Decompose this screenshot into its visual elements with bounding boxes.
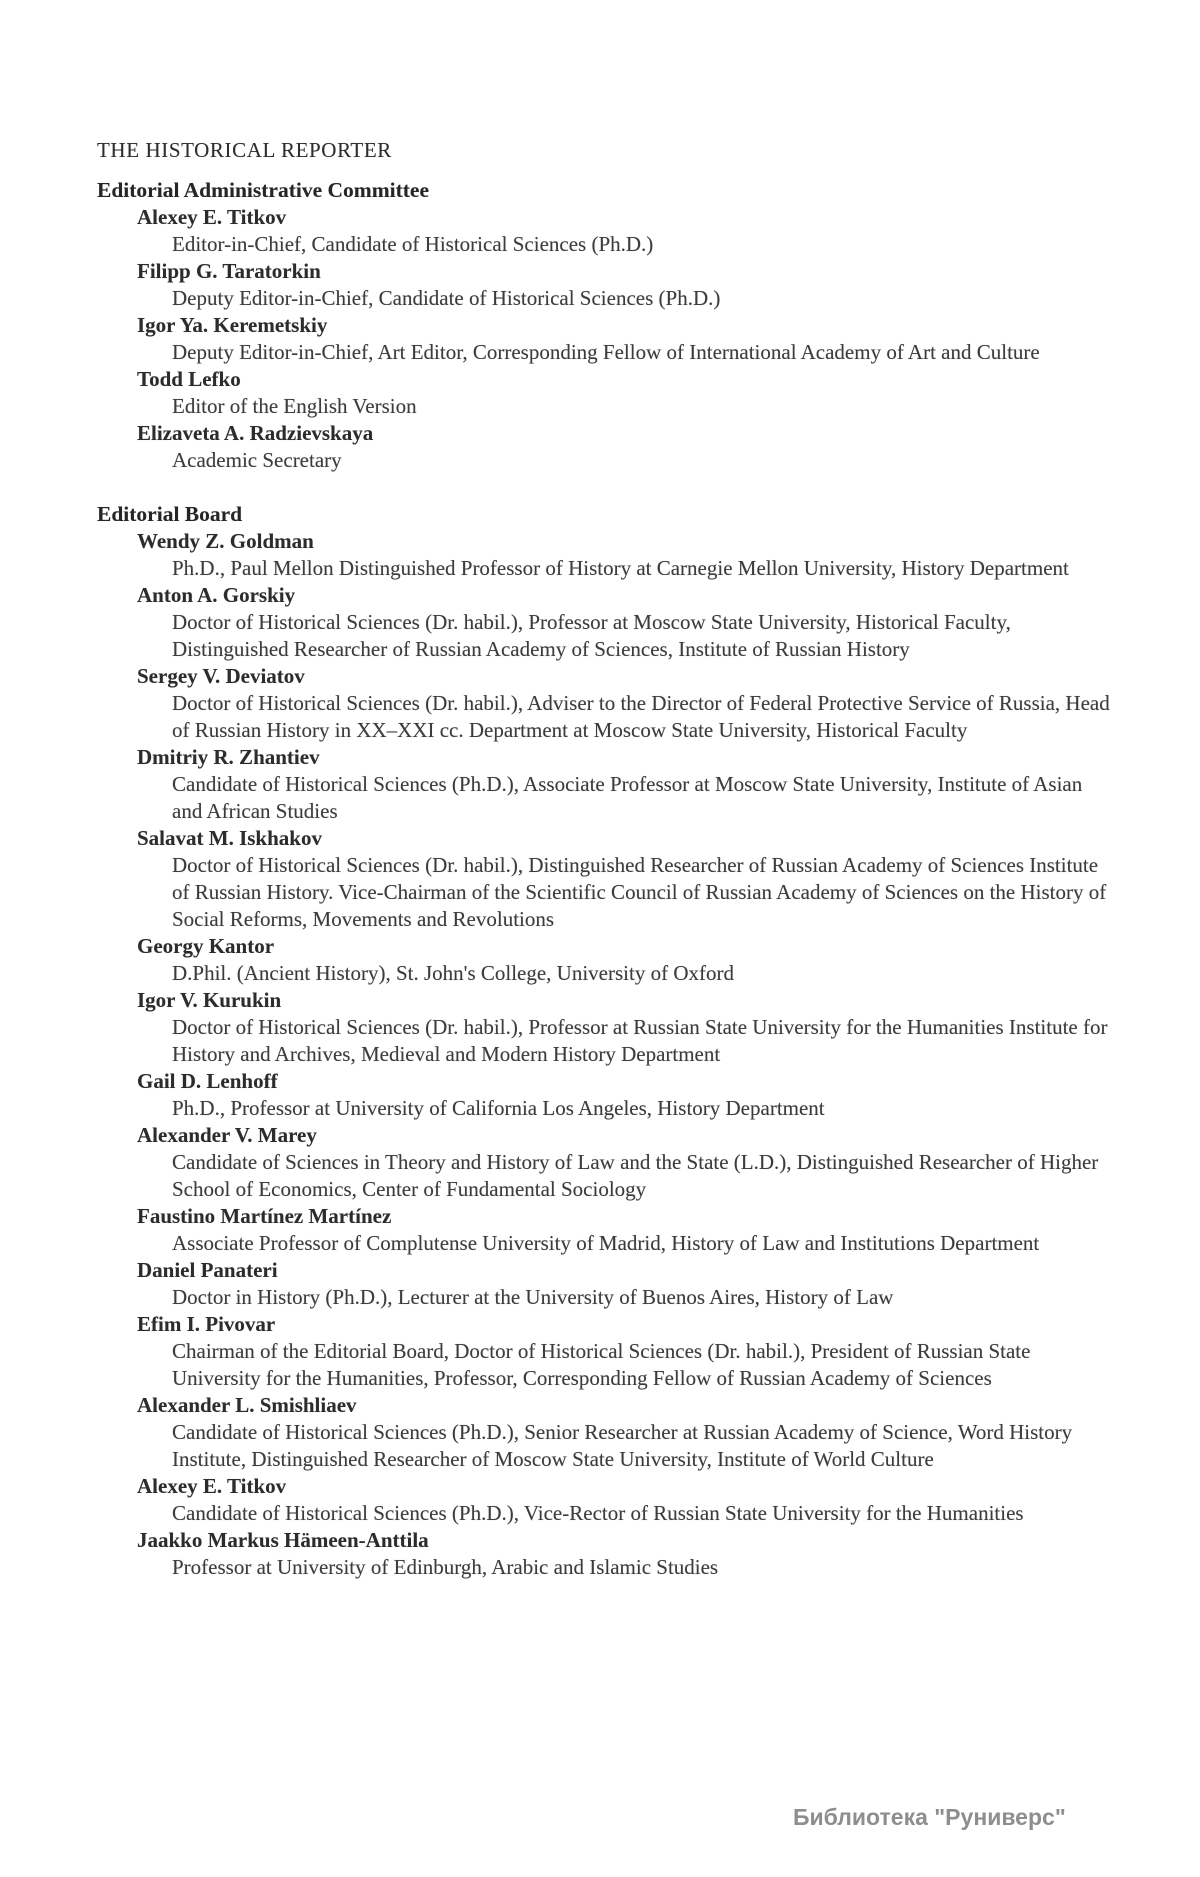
library-watermark: Библиотека "Руниверс" <box>793 1804 1066 1830</box>
member-name: Elizaveta A. Radzievskaya <box>137 421 374 445</box>
member-name: Alexander L. Smishliaev <box>137 1393 357 1417</box>
member-role: Professor at University of Edinburgh, Arabic and Islamic Studies <box>172 1555 719 1579</box>
member-role: Ph.D., Professor at University of California Los Angeles, History Department <box>172 1096 825 1120</box>
member-name: Efim I. Pivovar <box>137 1312 276 1336</box>
member-role: Candidate of Historical Sciences (Ph.D.), Vice-Rector of Russian State University for the Humanities <box>172 1501 1024 1525</box>
member-role: Doctor of Historical Sciences (Dr. habil.), Distinguished Researcher of Russian Academy of Sciences Institute of Russian History. Vice-Chairman of the Scientific Council of Russian Academy of Sciences on the History of Social Reforms, Movements and Revolutions <box>172 853 1107 931</box>
member-role: Candidate of Historical Sciences (Ph.D.), Senior Researcher at Russian Academy of Science, Word History Institute, Distinguished Researcher of Moscow State University, Institute of World Culture <box>172 1420 1073 1471</box>
member-name: Alexey E. Titkov <box>137 1474 287 1498</box>
member-name: Dmitriy R. Zhantiev <box>137 745 320 769</box>
member-name: Todd Lefko <box>137 367 241 391</box>
member-name: Anton A. Gorskiy <box>137 583 296 607</box>
member-role: Editor of the English Version <box>172 394 417 418</box>
section-heading: Editorial Board <box>97 502 243 526</box>
member-name: Georgy Kantor <box>137 934 275 958</box>
page-content <box>97 137 1110 1581</box>
member-name: Alexey E. Titkov <box>137 205 287 229</box>
member-name: Daniel Panateri <box>137 1258 278 1282</box>
member-name: Igor Ya. Keremetskiy <box>137 313 328 337</box>
member-role: Academic Secretary <box>172 448 342 472</box>
member-role: Deputy Editor-in-Chief, Art Editor, Corresponding Fellow of International Academy of Art and Culture <box>172 340 1040 364</box>
member-name: Igor V. Kurukin <box>137 988 282 1012</box>
member-role: Deputy Editor-in-Chief, Candidate of Historical Sciences (Ph.D.) <box>172 286 721 310</box>
member-role: Chairman of the Editorial Board, Doctor of Historical Sciences (Dr. habil.), President of Russian State University for the Humanities, Professor, Corresponding Fellow of Russian Academy of Sciences <box>172 1339 1031 1390</box>
member-role: Doctor of Historical Sciences (Dr. habil.), Adviser to the Director of Federal Protective Service of Russia, Head of Russian History in XX–XXI cc. Department at Moscow State University, Historical Faculty <box>172 691 1110 742</box>
member-name: Gail D. Lenhoff <box>137 1069 278 1093</box>
member-role: Ph.D., Paul Mellon Distinguished Professor of History at Carnegie Mellon University, History Department <box>172 556 1069 580</box>
page-title: THE HISTORICAL REPORTER <box>97 138 392 162</box>
section-0 <box>97 177 1110 474</box>
member-role: D.Phil. (Ancient History), St. John's College, University of Oxford <box>172 961 734 985</box>
member-name: Filipp G. Taratorkin <box>137 259 321 283</box>
section-1 <box>97 501 1110 1581</box>
member-name: Sergey V. Deviatov <box>137 664 305 688</box>
member-name: Faustino Martínez Martínez <box>137 1204 392 1228</box>
member-role: Editor-in-Chief, Candidate of Historical Sciences (Ph.D.) <box>172 232 654 256</box>
member-role: Associate Professor of Complutense University of Madrid, History of Law and Institutions Department <box>172 1231 1040 1255</box>
sections-container <box>97 177 1110 1581</box>
member-role: Doctor in History (Ph.D.), Lecturer at the University of Buenos Aires, History of Law <box>172 1285 894 1309</box>
member-role: Doctor of Historical Sciences (Dr. habil.), Professor at Moscow State University, Historical Faculty, Distinguished Researcher of Russian Academy of Sciences, Institute of Russian History <box>172 610 1011 661</box>
member-role: Candidate of Historical Sciences (Ph.D.), Associate Professor at Moscow State University, Institute of Asian and African Studies <box>172 772 1083 823</box>
member-name: Salavat M. Iskhakov <box>137 826 322 850</box>
member-role: Candidate of Sciences in Theory and History of Law and the State (L.D.), Distinguished Researcher of Higher School of Economics, Center of Fundamental Sociology <box>172 1150 1099 1201</box>
member-name: Alexander V. Marey <box>137 1123 317 1147</box>
member-name: Jaakko Markus Hämeen-Anttila <box>137 1528 429 1552</box>
member-role: Doctor of Historical Sciences (Dr. habil.), Professor at Russian State University for the Humanities Institute for History and Archives, Medieval and Modern History Department <box>172 1015 1108 1066</box>
section-heading: Editorial Administrative Committee <box>97 178 430 202</box>
member-name: Wendy Z. Goldman <box>137 529 314 553</box>
